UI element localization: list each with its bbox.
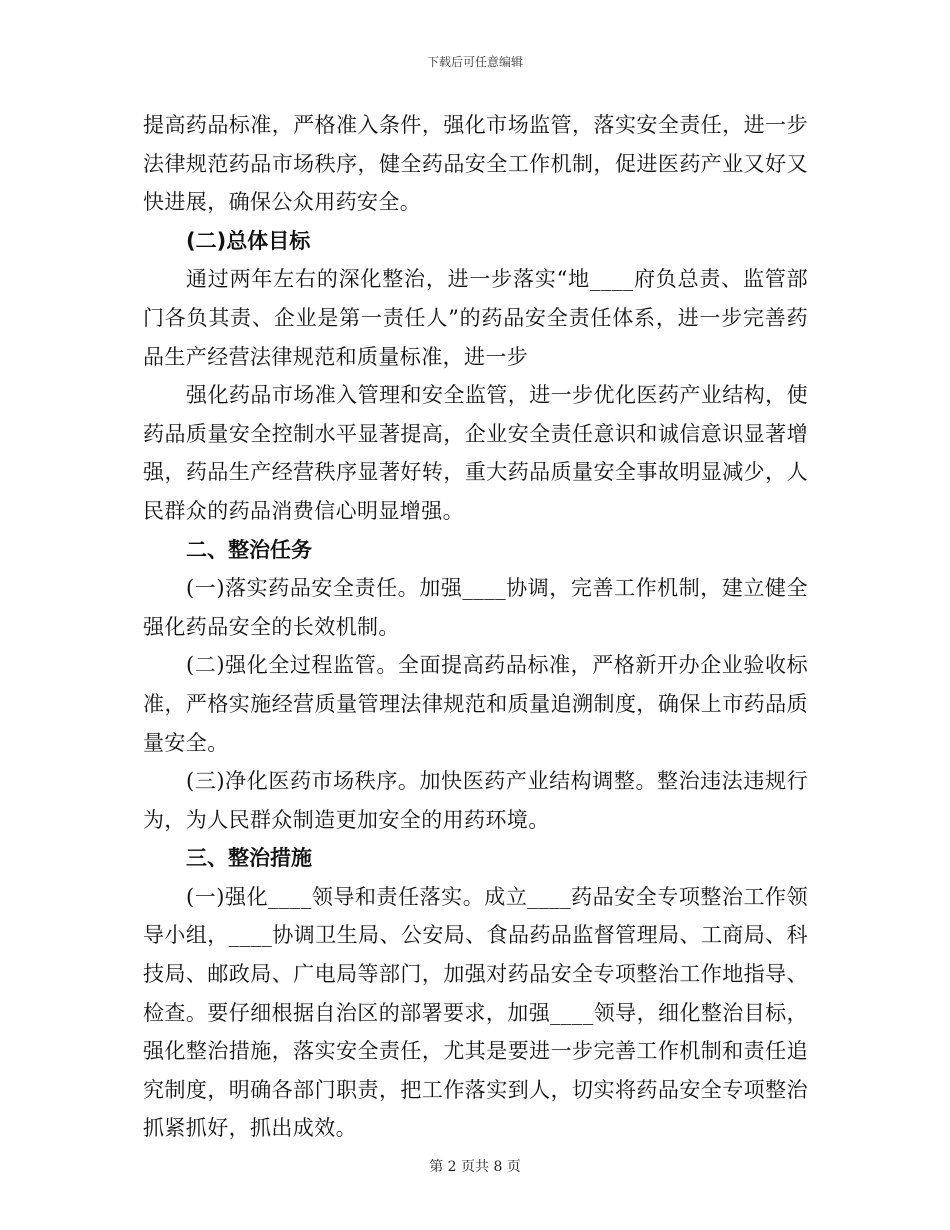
paragraph: (三)净化医药市场秩序。加快医药产业结构调整。整治违法违规行为，为人民群众制造更加安全的用药环境。	[143, 769, 808, 832]
section-heading: 三、整治措施	[186, 846, 312, 871]
section-heading: (二)总体目标	[186, 228, 311, 253]
paragraph: 强化药品市场准入管理和安全监管，进一步优化医药产业结构，使药品质量安全控制水平显著提高，企业安全责任意识和诚信意识显著增强，药品生产经营秩序显著好转，重大药品质量安全事故明显减少，人民群众的药品消费信心明显增强。	[143, 383, 808, 523]
paragraph: 通过两年左右的深化整治，进一步落实“地____府负总责、监管部门各负其责、企业是第一责任人”的药品安全责任体系，进一步完善药品生产经营法律规范和质量标准，进一步	[143, 267, 808, 369]
paragraph: (一)落实药品安全责任。加强____协调，完善工作机制，建立健全强化药品安全的长效机制。	[143, 576, 808, 639]
paragraph: (二)强化全过程监管。全面提高药品标准，严格新开办企业验收标准，严格实施经营质量管理法律规范和质量追溯制度，确保上市药品质量安全。	[143, 653, 808, 755]
page-header: 下载后可任意编辑	[426, 55, 523, 69]
page-footer: 第 2 页共 8 页	[429, 1159, 521, 1175]
paragraph: 提高药品标准，严格准入条件，强化市场监管，落实安全责任，进一步法律规范药品市场秩序，健全药品安全工作机制，促进医药产业又好又快进展，确保公众用药安全。	[143, 113, 808, 215]
document-body	[143, 106, 808, 1148]
section-heading: 二、整治任务	[186, 537, 312, 562]
paragraph: (一)强化____领导和责任落实。成立____药品安全专项整治工作领导小组，____协调卫生局、公安局、食品药品监督管理局、工商局、科技局、邮政局、广电局等部门，加强对药品安全专项整治工作地指导、检查。要仔细根据自治区的部署要求，加强____领导，细化整治目标，强化整治措施，落实安全责任，尤其是要进一步完善工作机制和责任追究制度，明确各部门职责，把工作落实到人，切实将药品安全专项整治抓紧抓好，抓出成效。	[143, 884, 808, 1141]
